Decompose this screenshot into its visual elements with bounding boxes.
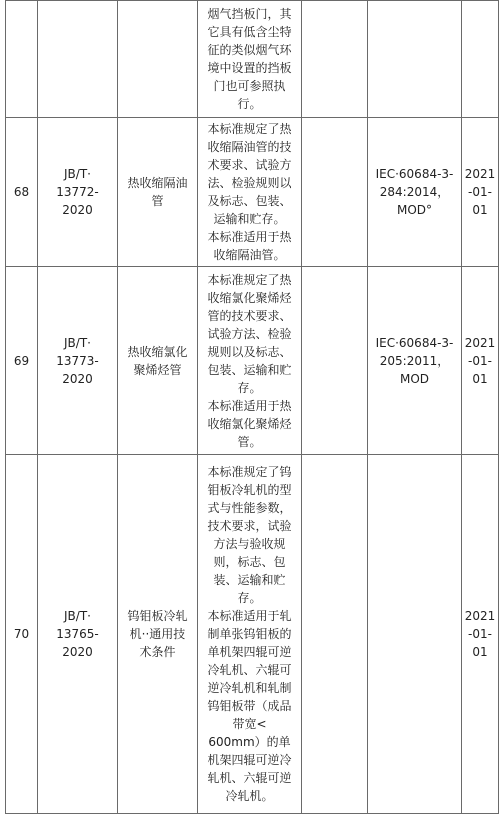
standard-scope-line: 征的类似烟气环 (207, 43, 292, 57)
adopted-standard-cell (368, 1, 462, 118)
standard-code-line: JB/T· (64, 609, 91, 623)
standard-scope-line: 轧机、六辊可逆 (207, 771, 292, 785)
standard-name-line: 聚烯烃管 (133, 362, 182, 377)
effective-date-cell (462, 1, 499, 118)
effective-date-cell (462, 267, 499, 455)
standard-scope-line: 钼板冷轧机的型 (207, 483, 292, 497)
standard-name-cell (118, 455, 198, 814)
standard-scope-line: 方法与验收规 (213, 537, 286, 551)
standard-code-line: 13773- (56, 353, 99, 368)
standard-scope-line: 规则以及标志、 (207, 344, 292, 359)
standard-scope-line: 技术要求，试验 (207, 519, 292, 533)
standard-scope-line: 收缩氯化聚烯烃 (207, 416, 292, 431)
effective-date-cell (462, 455, 499, 814)
standard-scope-line: 则，标志、包 (213, 555, 286, 569)
standard-scope-line: 本标准规定了热 (207, 122, 292, 136)
standard-scope-cell (198, 455, 302, 814)
standard-code-cell (38, 1, 118, 118)
standard-scope-line: 收缩隔油管。 (213, 248, 286, 262)
table-row (6, 455, 499, 814)
standard-scope-line: 管。 (237, 434, 262, 449)
standard-scope-line: 试验方法、检验 (207, 326, 292, 341)
standard-scope-line: 式与性能参数， (207, 501, 292, 515)
effective-date-line: 2021 (464, 609, 496, 623)
effective-date-line: 2021 (464, 335, 496, 350)
standard-scope-line: 烟气挡板门，其 (207, 7, 292, 21)
standard-scope-line: 存。 (237, 591, 262, 605)
replaced-standard-cell (302, 455, 368, 814)
standard-scope-line: 冷轧机、六辊可 (207, 663, 292, 677)
standard-scope-line: 它具有低含尘特 (207, 25, 292, 39)
effective-date-line: 2021 (464, 167, 496, 181)
standard-scope-line: 包装、运输和贮 (207, 362, 292, 377)
adopted-standard-line: 284:2014， (379, 185, 450, 199)
standard-scope-line: 机架四辊可逆冷 (207, 753, 292, 767)
standard-scope-line: 本标准适用于热 (207, 398, 292, 413)
standard-scope-line: 带宽< (232, 717, 267, 731)
adopted-standard-line: MOD (399, 371, 430, 386)
standard-code-line: JB/T· (64, 335, 91, 350)
standard-name-cell (118, 1, 198, 118)
adopted-standard-cell (368, 455, 462, 814)
replaced-standard-cell (302, 267, 368, 455)
standard-scope-line: 存。 (237, 380, 262, 395)
standard-code-line: JB/T· (64, 167, 91, 181)
replaced-standard-cell (302, 118, 368, 267)
standard-scope-line: 装、运输和贮 (213, 573, 286, 587)
standard-scope-line: 收缩隔油管的技 (207, 140, 292, 154)
standard-code-cell (38, 455, 118, 814)
standard-name-line: 热收缩氯化 (127, 344, 188, 359)
effective-date-cell (462, 118, 499, 267)
standard-scope-line: 术要求、试验方 (207, 158, 292, 172)
adopted-standard-cell (368, 118, 462, 267)
row-number-cell: 68 (6, 118, 38, 267)
standard-name-line: 钨钼板冷轧 (127, 609, 188, 623)
standard-name-line: 机··通用技 (129, 627, 186, 641)
standard-scope-line: 境中设置的挡板 (207, 61, 292, 75)
standard-scope-line: 单机架四辊可逆 (207, 645, 292, 659)
standard-scope-line: 收缩氯化聚烯烃 (207, 290, 292, 305)
standard-scope-line: 本标准适用于热 (207, 230, 292, 244)
adopted-standard-line: 205:2011， (379, 353, 450, 368)
standard-name-cell (118, 267, 198, 455)
adopted-standard-line: IEC·60684-3- (375, 335, 454, 350)
standard-scope-cell (198, 118, 302, 267)
standards-table (5, 0, 499, 814)
standard-scope-cell (198, 267, 302, 455)
effective-date-line: 01 (472, 203, 488, 217)
standard-scope-line: 本标准规定了钨 (207, 465, 292, 479)
standard-code-line: 13765- (56, 627, 99, 641)
standard-name-cell (118, 118, 198, 267)
standard-scope-line: 逆冷轧机和轧制 (207, 681, 292, 695)
table-row (6, 1, 499, 118)
standard-scope-line: 行。 (237, 97, 262, 111)
standard-code-cell (38, 267, 118, 455)
standard-code-line: 2020 (62, 371, 93, 386)
standard-code-line: 2020 (62, 203, 93, 217)
row-number-cell: 69 (6, 267, 38, 455)
standard-name-line: 术条件 (139, 645, 176, 659)
standard-scope-line: 600mm）的单 (208, 735, 291, 749)
effective-date-line: 01 (472, 371, 488, 386)
effective-date-line: 01 (472, 645, 488, 659)
standard-scope-line: 管的技术要求、 (207, 308, 292, 323)
table-row (6, 267, 499, 455)
standard-code-line: 13772- (56, 185, 99, 199)
standard-scope-line: 钨钼板带（成品 (207, 699, 292, 713)
adopted-standard-cell (368, 267, 462, 455)
table-row (6, 118, 499, 267)
standard-code-line: 2020 (62, 645, 93, 659)
standard-scope-line: 门也可参照执 (213, 79, 286, 93)
standard-code-cell (38, 118, 118, 267)
standard-scope-cell (198, 1, 302, 118)
standard-scope-line: 本标准规定了热 (207, 272, 292, 287)
adopted-standard-line: MOD° (396, 203, 433, 217)
row-number-cell (6, 1, 38, 118)
row-number-cell: 70 (6, 455, 38, 814)
replaced-standard-cell (302, 1, 368, 118)
standard-scope-line: 及标志、包装、 (207, 194, 292, 208)
standard-scope-line: 本标准适用于轧 (207, 609, 292, 623)
standard-scope-line: 冷轧机。 (225, 789, 274, 803)
effective-date-line: -01- (468, 185, 492, 199)
standard-name-line: 热收缩隔油 (127, 176, 188, 190)
standard-name-line: 管 (151, 194, 164, 208)
standard-scope-line: 制单张钨钼板的 (207, 627, 292, 641)
effective-date-line: -01- (468, 627, 492, 641)
standard-scope-line: 运输和贮存。 (213, 212, 286, 226)
adopted-standard-line: IEC·60684-3- (375, 167, 454, 181)
effective-date-line: -01- (468, 353, 492, 368)
standard-scope-line: 法、检验规则以 (207, 176, 292, 190)
